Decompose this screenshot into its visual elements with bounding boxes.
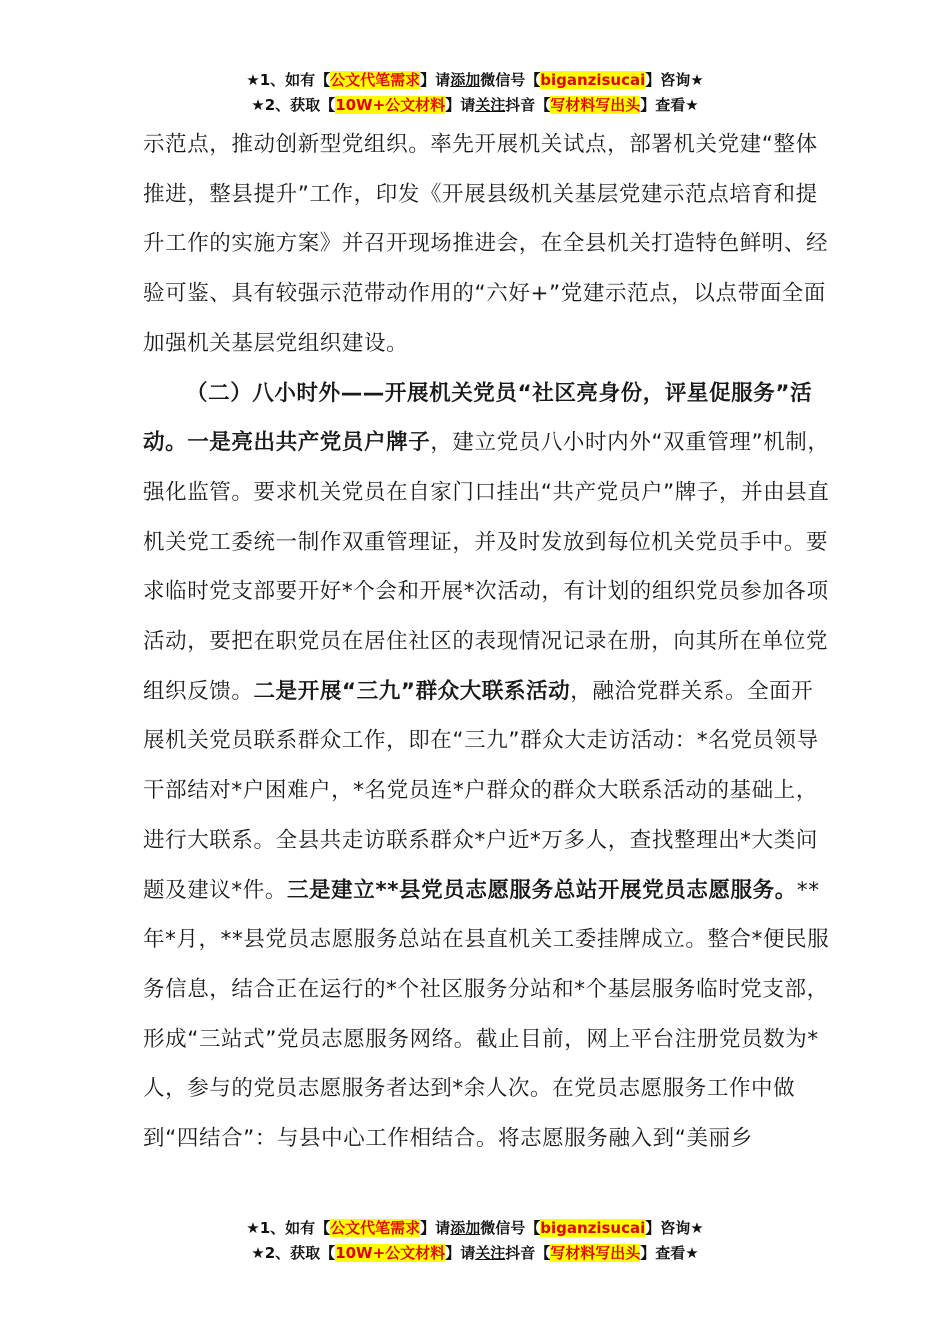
banner-text: 微信号【 [480,71,541,89]
paragraph-1: 示范点，推动创新型党组织。率先开展机关试点，部署机关党建“整体推进，整县提升”工作，印发《开展县级机关基层党建示范点培育和提升工作的实施方案》并召开现场推进会，在全县机关打造特色鲜明、经验可鉴、具有较强示范带动作用的“六好+”党建示范点，以点带面全面加强机关基层党组织建设。 [143,132,829,356]
body-text: ，融洽党群关系。全面开展机关党员联系群众工作，即在“三九”群众大走访活动：*名党员领导干部结对*户困难户，*名党员连*户群众的群众大联系活动的基础上，进行大联系。全县共走访联系群众*户近*万多人，查找整理出*大类问题及建议*件。 [143,678,819,903]
banner-underlined: 关注 [475,96,506,114]
banner-highlight: 10W+公文材料 [335,96,446,114]
document-body [143,120,833,1164]
banner-text: 抖音【 [505,96,551,114]
banner-highlight: 公文代笔需求 [330,1219,421,1237]
banner-text: ★1、如有【 [246,71,331,89]
heading-text: （二）八小时外——开展机关党员“社区亮身份，评星促服务”活动。一是亮出共产党员户牌子 [143,380,813,456]
banner-text: ★2、获取【 [251,96,336,114]
banner-highlight: 写材料写出头 [550,1244,641,1262]
heading-text: 二是开展“三九”群众大联系活动 [253,678,571,704]
banner-underlined: 关注 [475,1244,506,1262]
banner-highlight: 10W+公文材料 [335,1244,446,1262]
body-text: ，建立党员八小时内外“双重管理”机制，强化监管。要求机关党员在自家门口挂出“共产党员户”牌子，并由县直机关党工委统一制作双重管理证，并及时发放到每位机关党员手中。要求临时党支部要开好*个会和开展*次活动，有计划的组织党员参加各项活动，要把在职党员在居住社区的表现情况记录在册，向其所在单位党组织反馈。 [143,430,830,704]
banner-line-1 [0,1216,950,1241]
banner-text: 微信号【 [480,1219,541,1237]
banner-text: ★2、获取【 [251,1244,336,1262]
banner-text: ★1、如有【 [246,1219,331,1237]
banner-highlight: biganzisucai [540,1219,646,1237]
banner-text: 】查看★ [640,96,699,114]
banner-highlight: 公文代笔需求 [330,71,421,89]
banner-line-1 [0,68,950,93]
banner-text: 】咨询★ [645,71,704,89]
banner-underlined: 添加 [450,1219,481,1237]
banner-text: 抖音【 [505,1244,551,1262]
banner-highlight: 写材料写出头 [550,96,641,114]
banner-underlined: 添加 [450,71,481,89]
banner-line-2 [0,93,950,118]
body-text: **年*月，**县党员志愿服务总站在县直机关工委挂牌成立。整合*便民服务信息，结合正在运行的*个社区服务分站和*个基层服务临时党支部，形成“三站式”党员志愿服务网络。截止目前，网上平台注册党员数为*人，参与的党员志愿服务者达到*余人次。在党员志愿服务工作中做到“四结合”：与县中心工作相结合。将志愿服务融入到“美丽乡 [143,877,830,1152]
banner-text: 】请 [445,1244,476,1262]
banner-text: 】请 [445,96,476,114]
footer-banner [0,1216,950,1266]
banner-text: 】请 [420,71,451,89]
banner-text: 】查看★ [640,1244,699,1262]
banner-line-2 [0,1241,950,1266]
banner-highlight: biganzisucai [540,71,646,89]
paragraph-2 [143,369,833,1164]
heading-text: 三是建立**县党员志愿服务总站开展党员志愿服务。 [286,877,797,903]
banner-text: 】咨询★ [645,1219,704,1237]
header-banner [0,68,950,118]
banner-text: 】请 [420,1219,451,1237]
